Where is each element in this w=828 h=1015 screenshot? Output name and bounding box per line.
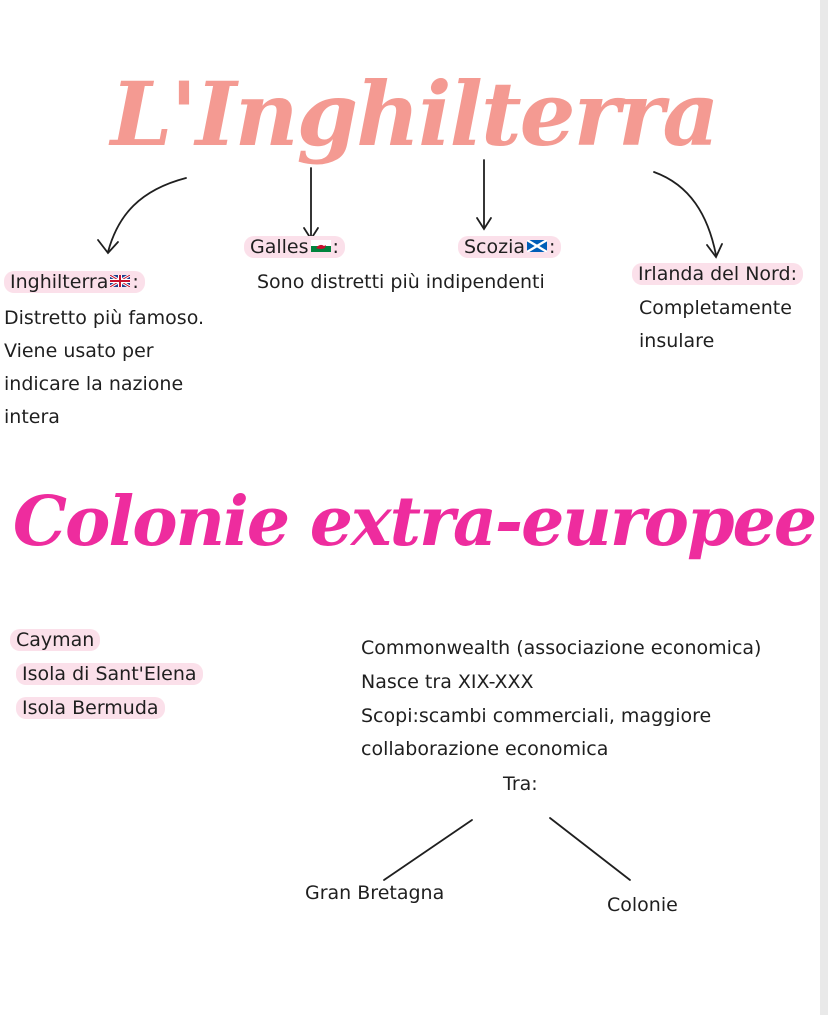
scozia-label-highlight — [458, 236, 561, 258]
inghilterra-colon: : — [132, 271, 139, 293]
region-inghilterra — [4, 266, 145, 299]
scozia-label: Scozia — [464, 236, 526, 258]
branch-label-colonie: Colonie — [607, 894, 678, 916]
irlanda-desc-1: Completamente — [639, 297, 792, 319]
branch-colonie — [550, 818, 630, 880]
commonwealth-line-4: collaborazione economica — [361, 738, 609, 760]
inghilterra-desc-2: Viene usato per — [4, 340, 154, 362]
arrow-to-irlanda — [654, 172, 716, 255]
inghilterra-desc-3: indicare la nazione — [4, 373, 184, 395]
colonies-title: Colonie extra-europee — [12, 482, 816, 562]
region-scozia — [458, 231, 561, 264]
arrow-to-inghilterra — [108, 178, 186, 252]
inghilterra-label-highlight — [4, 271, 145, 293]
colony-sant-elena: Isola di Sant'Elena — [16, 663, 203, 685]
wales-flag-icon — [311, 240, 331, 252]
inghilterra-desc-4: intera — [4, 406, 60, 428]
commonwealth-line-3: Scopi:scambi commerciali, maggiore — [361, 705, 712, 727]
region-irlanda-del-nord — [632, 258, 803, 291]
scozia-colon: : — [549, 236, 556, 258]
scotland-flag-icon — [527, 240, 547, 252]
irlanda-label: Irlanda del Nord: — [632, 263, 803, 285]
commonwealth-line-2: Nasce tra XIX-XXX — [361, 671, 534, 693]
region-galles — [244, 231, 345, 264]
commonwealth-between: Tra: — [503, 773, 538, 795]
colony-item — [16, 658, 203, 691]
branch-label-gran-bretagna: Gran Bretagna — [305, 882, 445, 904]
galles-scozia-desc: Sono distretti più indipendenti — [257, 271, 545, 293]
colony-item — [10, 624, 100, 657]
colony-item — [16, 692, 165, 725]
colony-cayman: Cayman — [10, 629, 100, 651]
main-title: L'Inghilterra — [110, 62, 718, 166]
galles-label-highlight — [244, 236, 345, 258]
colony-bermuda: Isola Bermuda — [16, 697, 165, 719]
galles-label: Galles — [250, 236, 309, 258]
galles-colon: : — [332, 236, 339, 258]
commonwealth-line-1: Commonwealth (associazione economica) — [361, 637, 762, 659]
irlanda-desc-2: insulare — [639, 330, 715, 352]
inghilterra-label: Inghilterra — [10, 271, 109, 293]
branch-gran-bretagna — [384, 820, 472, 880]
inghilterra-desc-1: Distretto più famoso. — [4, 307, 205, 329]
uk-flag-icon — [110, 275, 130, 287]
